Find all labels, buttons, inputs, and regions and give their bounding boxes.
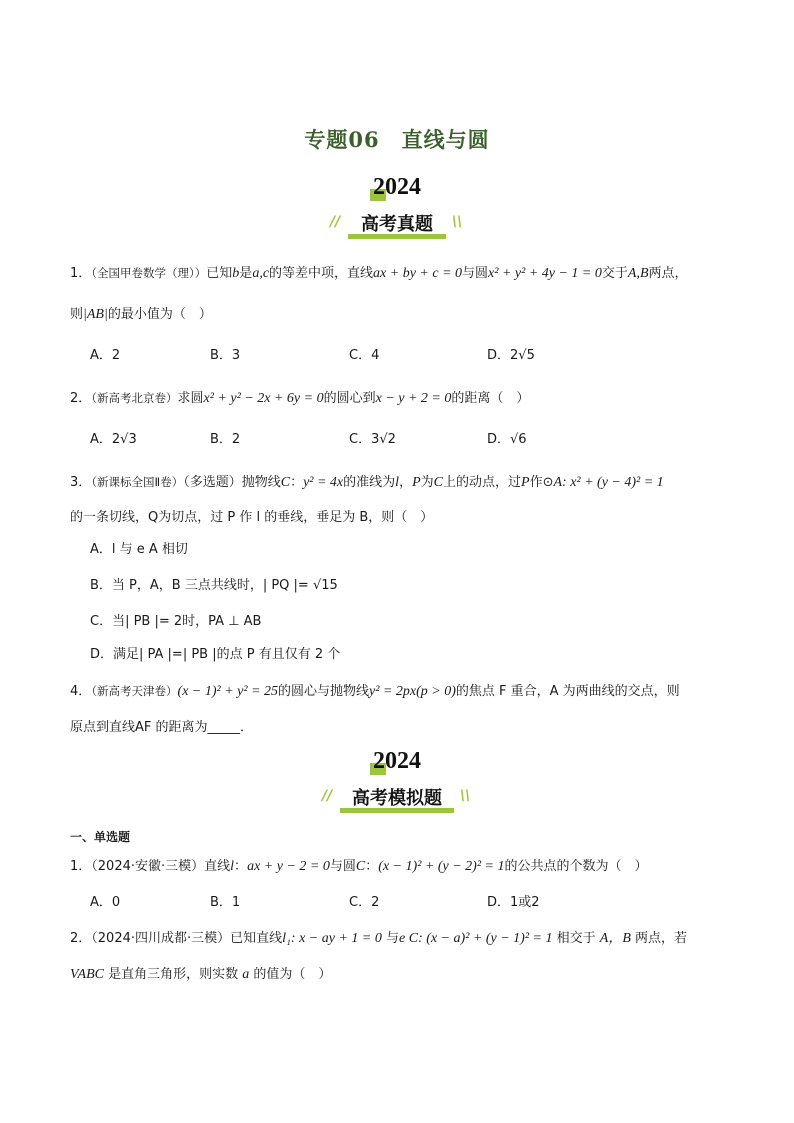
q2-option-d: D．√6 xyxy=(487,432,527,447)
mock-question-2-line-2: VABC 是直角三角形，则实数 a 的值为（ ） xyxy=(70,967,332,982)
q2-option-a: A．2√3 xyxy=(90,432,137,447)
question-1-line-2: 则|AB|的最小值为（ ） xyxy=(70,307,212,322)
q2-option-b: B．2 xyxy=(210,432,241,447)
banner-left-slash: // xyxy=(330,214,341,230)
question-2-line-1: 2．（新高考北京卷）求圆x² + y² − 2x + 6y = 0的圆心到x − y + 2 = 0的距离（ ） xyxy=(70,391,530,406)
mock-q1-option-d: D．1或2 xyxy=(487,895,540,910)
mock-q1-option-a: A．0 xyxy=(90,895,121,910)
question-3-line-2: 的一条切线，Q为切点，过 P 作 l 的垂线，垂足为 B，则（ ） xyxy=(70,510,434,525)
q3-option-b: B．当 P，A，B 三点共线时，| PQ |= √15 xyxy=(90,578,338,593)
banner-left-slash: // xyxy=(322,788,333,804)
mock-heading: 一、单选题 xyxy=(70,830,131,844)
q1-option-c: C．4 xyxy=(349,348,380,363)
question-3-line-1: 3．（新课标全国Ⅱ卷）（多选题）抛物线C：y² = 4x的准线为l，P为C上的动点，过P作⊙A: x² + (y − 4)² = 1 xyxy=(70,475,664,490)
mock-q1-option-c: C．2 xyxy=(349,895,380,910)
section1-banner-label: 高考真题 xyxy=(361,214,433,235)
document-title: 专题06 直线与圆 xyxy=(304,127,490,152)
section2-banner xyxy=(322,782,472,814)
q3-option-a: A．l 与 e A 相切 xyxy=(90,542,188,557)
q1-option-a: A．2 xyxy=(90,348,121,363)
question-1-line-1: 1．（全国甲卷数学（理））已知b是a,c的等差中项，直线ax + by + c = 0与圆x² + y² + 4y − 1 = 0交于A,B两点， xyxy=(70,266,688,281)
mock-question-2-line-1: 2．（2024·四川成都·三模）已知直线l₁: x − ay + 1 = 0 与e C: (x − a)² + (y − 1)² = 1 相交于 A，B 两点，若 xyxy=(70,931,688,946)
mock-q1-option-b: B．1 xyxy=(210,895,241,910)
banner-right-slash: \\ xyxy=(452,214,463,230)
q1-option-b: B．3 xyxy=(210,348,241,363)
mock-question-1: 1．（2024·安徽·三模）直线l：ax + y − 2 = 0与圆C：(x − 1)² + (y − 2)² = 1的公共点的个数为（ ） xyxy=(70,859,648,874)
section1-year: 2024 xyxy=(373,174,421,200)
q3-option-c: C．当| PB |= 2时，PA ⊥ AB xyxy=(90,614,262,629)
section2-banner-label: 高考模拟题 xyxy=(352,788,442,809)
section1-banner xyxy=(330,208,464,240)
banner-right-slash: \\ xyxy=(460,788,471,804)
question-4-line-1: 4．（新高考天津卷）(x − 1)² + y² = 25的圆心与抛物线y² = 2px(p > 0)的焦点 F 重合，A 为两曲线的交点，则 xyxy=(70,684,680,699)
question-4-line-2: 原点到直线AF 的距离为_____． xyxy=(70,720,254,735)
section2-year: 2024 xyxy=(373,748,421,774)
q3-option-d: D．满足| PA |=| PB |的点 P 有且仅有 2 个 xyxy=(90,647,341,662)
q1-option-d: D．2√5 xyxy=(487,348,535,363)
q2-option-c: C．3√2 xyxy=(349,432,396,447)
